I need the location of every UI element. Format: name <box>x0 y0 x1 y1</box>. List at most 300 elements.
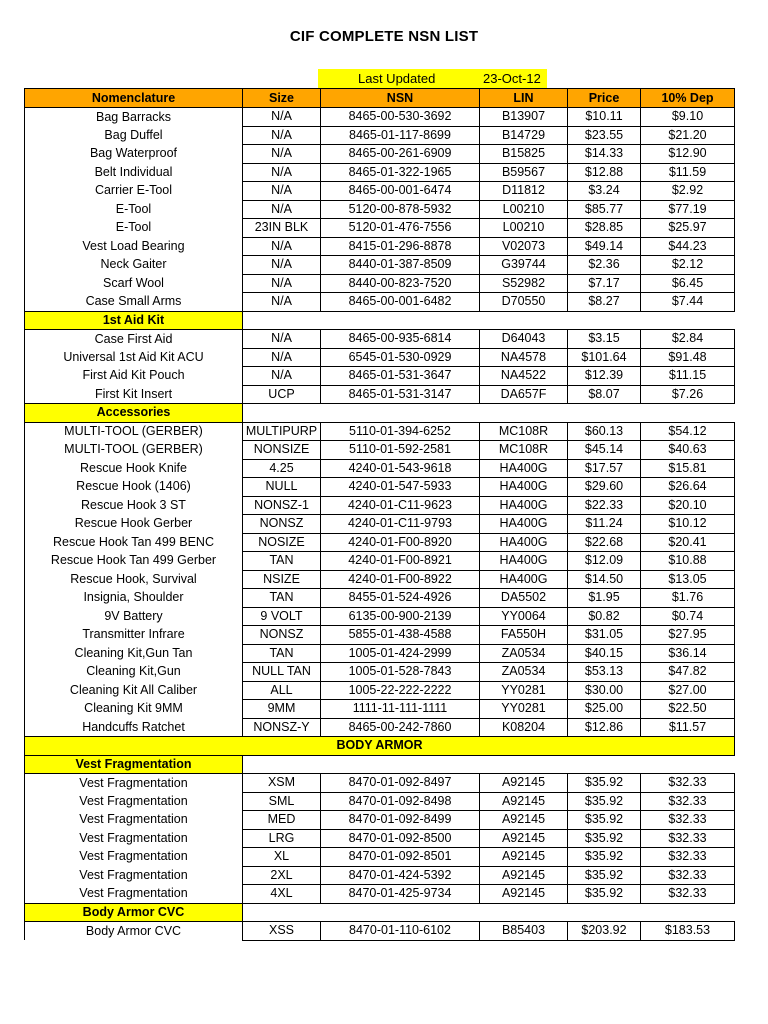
cell-size: N/A <box>243 330 321 349</box>
cell-nsn: 6135-00-900-2139 <box>321 607 480 626</box>
header-lin: LIN <box>480 89 568 108</box>
cell-nsn: 8465-01-322-1965 <box>321 163 480 182</box>
cell-dep: $10.88 <box>641 552 735 571</box>
cell-lin: HA400G <box>480 496 568 515</box>
section-row <box>25 311 735 330</box>
table-row <box>25 293 735 312</box>
cell-lin: A92145 <box>480 811 568 830</box>
cell-size: N/A <box>243 163 321 182</box>
cell-price: $17.57 <box>568 459 641 478</box>
cell-price: $53.13 <box>568 663 641 682</box>
table-row <box>25 459 735 478</box>
last-updated-label: Last Updated <box>358 71 436 86</box>
cell-dep: $183.53 <box>641 922 735 941</box>
cell-size: N/A <box>243 200 321 219</box>
section-blank <box>243 903 735 922</box>
cell-nsn: 8470-01-092-8501 <box>321 848 480 867</box>
cell-nsn: 4240-01-C11-9793 <box>321 515 480 534</box>
cell-price: $85.77 <box>568 200 641 219</box>
cell-lin: DA657F <box>480 385 568 404</box>
cell-nomenclature: Cleaning Kit 9MM <box>25 700 243 719</box>
cell-price: $1.95 <box>568 589 641 608</box>
cell-size: TAN <box>243 644 321 663</box>
cell-size: TAN <box>243 589 321 608</box>
cell-nsn: 4240-01-F00-8920 <box>321 533 480 552</box>
cell-price: $28.85 <box>568 219 641 238</box>
table-row <box>25 718 735 737</box>
cell-nomenclature: Belt Individual <box>25 163 243 182</box>
cell-dep: $21.20 <box>641 126 735 145</box>
cell-size: NULL <box>243 478 321 497</box>
cell-lin: NA4578 <box>480 348 568 367</box>
cell-nsn: 8455-01-524-4926 <box>321 589 480 608</box>
header-dep: 10% Dep <box>641 89 735 108</box>
cell-price: $35.92 <box>568 792 641 811</box>
cell-dep: $13.05 <box>641 570 735 589</box>
table-row <box>25 126 735 145</box>
cell-size: NONSZ <box>243 626 321 645</box>
cell-size: N/A <box>243 126 321 145</box>
cell-price: $31.05 <box>568 626 641 645</box>
table-row <box>25 422 735 441</box>
cell-nomenclature: Rescue Hook, Survival <box>25 570 243 589</box>
last-updated-date: 23-Oct-12 <box>483 71 541 86</box>
cell-price: $3.24 <box>568 182 641 201</box>
cell-nomenclature: Neck Gaiter <box>25 256 243 275</box>
cell-nsn: 8465-00-530-3692 <box>321 108 480 127</box>
table-row <box>25 145 735 164</box>
cell-nomenclature: MULTI-TOOL (GERBER) <box>25 422 243 441</box>
table-row <box>25 163 735 182</box>
cell-dep: $32.33 <box>641 829 735 848</box>
cell-nsn: 8470-01-424-5392 <box>321 866 480 885</box>
cell-dep: $11.57 <box>641 718 735 737</box>
cell-price: $60.13 <box>568 422 641 441</box>
cell-price: $29.60 <box>568 478 641 497</box>
section-row <box>25 755 735 774</box>
cell-nsn: 8470-01-110-6102 <box>321 922 480 941</box>
cell-price: $7.17 <box>568 274 641 293</box>
cell-size: XSM <box>243 774 321 793</box>
cell-nomenclature: Insignia, Shoulder <box>25 589 243 608</box>
cell-nsn: 8465-00-001-6482 <box>321 293 480 312</box>
cell-nsn: 8465-00-242-7860 <box>321 718 480 737</box>
cell-size: N/A <box>243 108 321 127</box>
cell-size: 9 VOLT <box>243 607 321 626</box>
cell-price: $203.92 <box>568 922 641 941</box>
cell-dep: $6.45 <box>641 274 735 293</box>
header-nsn: NSN <box>321 89 480 108</box>
cell-size: N/A <box>243 274 321 293</box>
cell-size: N/A <box>243 145 321 164</box>
cell-nsn: 8470-01-425-9734 <box>321 885 480 904</box>
major-section-row <box>25 737 735 756</box>
cell-nsn: 8465-00-935-6814 <box>321 330 480 349</box>
cell-size: NONSZ <box>243 515 321 534</box>
table-row <box>25 644 735 663</box>
cell-size: SML <box>243 792 321 811</box>
cell-nsn: 8465-01-531-3647 <box>321 367 480 386</box>
cell-nsn: 8470-01-092-8497 <box>321 774 480 793</box>
cell-dep: $20.10 <box>641 496 735 515</box>
table-row <box>25 774 735 793</box>
cell-lin: HA400G <box>480 552 568 571</box>
cell-nomenclature: Cleaning Kit,Gun Tan <box>25 644 243 663</box>
table-row <box>25 182 735 201</box>
cell-lin: HA400G <box>480 459 568 478</box>
cell-size: MULTIPURP <box>243 422 321 441</box>
cell-price: $10.11 <box>568 108 641 127</box>
table-row <box>25 589 735 608</box>
cell-nsn: 5855-01-438-4588 <box>321 626 480 645</box>
cell-nomenclature: Vest Fragmentation <box>25 866 243 885</box>
table-row <box>25 533 735 552</box>
table-row <box>25 515 735 534</box>
cell-size: N/A <box>243 367 321 386</box>
cell-lin: B13907 <box>480 108 568 127</box>
section-row <box>25 404 735 423</box>
cell-lin: HA400G <box>480 478 568 497</box>
cell-dep: $40.63 <box>641 441 735 460</box>
cell-price: $22.68 <box>568 533 641 552</box>
cell-nomenclature: E-Tool <box>25 200 243 219</box>
cell-nsn: 5120-00-878-5932 <box>321 200 480 219</box>
cell-size: N/A <box>243 256 321 275</box>
cell-nomenclature: Rescue Hook (1406) <box>25 478 243 497</box>
cell-nomenclature: Bag Barracks <box>25 108 243 127</box>
cell-lin: YY0064 <box>480 607 568 626</box>
cell-dep: $32.33 <box>641 866 735 885</box>
cell-lin: L00210 <box>480 200 568 219</box>
cell-lin: A92145 <box>480 774 568 793</box>
cell-dep: $20.41 <box>641 533 735 552</box>
cell-lin: B59567 <box>480 163 568 182</box>
cell-nomenclature: Rescue Hook Tan 499 Gerber <box>25 552 243 571</box>
cell-nsn: 8470-01-092-8500 <box>321 829 480 848</box>
table-row <box>25 700 735 719</box>
cell-lin: A92145 <box>480 866 568 885</box>
cell-dep: $54.12 <box>641 422 735 441</box>
cell-price: $30.00 <box>568 681 641 700</box>
cell-size: NONSIZE <box>243 441 321 460</box>
cell-dep: $2.84 <box>641 330 735 349</box>
cell-dep: $47.82 <box>641 663 735 682</box>
cell-dep: $32.33 <box>641 885 735 904</box>
cell-lin: NA4522 <box>480 367 568 386</box>
cell-lin: K08204 <box>480 718 568 737</box>
cell-dep: $11.59 <box>641 163 735 182</box>
cell-nsn: 8465-00-001-6474 <box>321 182 480 201</box>
cell-lin: ZA0534 <box>480 644 568 663</box>
cell-nsn: 5110-01-394-6252 <box>321 422 480 441</box>
cell-price: $35.92 <box>568 774 641 793</box>
cell-size: MED <box>243 811 321 830</box>
cell-nomenclature: Vest Fragmentation <box>25 885 243 904</box>
cell-lin: D70550 <box>480 293 568 312</box>
table-row <box>25 829 735 848</box>
cell-price: $49.14 <box>568 237 641 256</box>
cell-price: $14.50 <box>568 570 641 589</box>
cell-price: $2.36 <box>568 256 641 275</box>
section-blank <box>243 755 735 774</box>
cell-price: $11.24 <box>568 515 641 534</box>
cell-nsn: 5120-01-476-7556 <box>321 219 480 238</box>
cell-dep: $10.12 <box>641 515 735 534</box>
cell-nomenclature: First Kit Insert <box>25 385 243 404</box>
table-row <box>25 348 735 367</box>
cell-nomenclature: Transmitter Infrare <box>25 626 243 645</box>
table-row <box>25 330 735 349</box>
cell-lin: FA550H <box>480 626 568 645</box>
cell-lin: YY0281 <box>480 700 568 719</box>
cell-nsn: 1005-01-528-7843 <box>321 663 480 682</box>
cell-price: $35.92 <box>568 848 641 867</box>
table-row <box>25 200 735 219</box>
cell-nomenclature: Rescue Hook Tan 499 BENC <box>25 533 243 552</box>
cell-lin: HA400G <box>480 570 568 589</box>
table-row <box>25 108 735 127</box>
cell-nsn: 4240-01-F00-8922 <box>321 570 480 589</box>
cell-nsn: 1111-11-111-1111 <box>321 700 480 719</box>
cell-nomenclature: Handcuffs Ratchet <box>25 718 243 737</box>
table-row <box>25 552 735 571</box>
cell-price: $14.33 <box>568 145 641 164</box>
cell-dep: $27.00 <box>641 681 735 700</box>
cell-dep: $9.10 <box>641 108 735 127</box>
cell-size: UCP <box>243 385 321 404</box>
cell-nomenclature: E-Tool <box>25 219 243 238</box>
cell-dep: $26.64 <box>641 478 735 497</box>
cell-size: 4.25 <box>243 459 321 478</box>
cell-nomenclature: Vest Fragmentation <box>25 811 243 830</box>
cell-price: $45.14 <box>568 441 641 460</box>
section-row <box>25 903 735 922</box>
section-blank <box>243 404 735 423</box>
cell-nomenclature: Bag Duffel <box>25 126 243 145</box>
cell-nomenclature: Case First Aid <box>25 330 243 349</box>
cell-dep: $11.15 <box>641 367 735 386</box>
section-blank <box>243 311 735 330</box>
cell-nomenclature: Universal 1st Aid Kit ACU <box>25 348 243 367</box>
cell-nsn: 1005-01-424-2999 <box>321 644 480 663</box>
cell-nsn: 8470-01-092-8498 <box>321 792 480 811</box>
cell-price: $12.39 <box>568 367 641 386</box>
table-row <box>25 496 735 515</box>
cell-nomenclature: Cleaning Kit All Caliber <box>25 681 243 700</box>
cell-lin: G39744 <box>480 256 568 275</box>
cell-nsn: 6545-01-530-0929 <box>321 348 480 367</box>
cell-size: NULL TAN <box>243 663 321 682</box>
cell-lin: HA400G <box>480 515 568 534</box>
cell-nomenclature: Vest Fragmentation <box>25 792 243 811</box>
cell-nomenclature: First Aid Kit Pouch <box>25 367 243 386</box>
cell-price: $35.92 <box>568 811 641 830</box>
cell-size: XL <box>243 848 321 867</box>
cell-nomenclature: Vest Fragmentation <box>25 829 243 848</box>
cell-nomenclature: Carrier E-Tool <box>25 182 243 201</box>
cell-dep: $77.19 <box>641 200 735 219</box>
cell-price: $22.33 <box>568 496 641 515</box>
cell-size: NONSZ-Y <box>243 718 321 737</box>
table-row <box>25 219 735 238</box>
table-row <box>25 848 735 867</box>
table-row <box>25 607 735 626</box>
table-row <box>25 570 735 589</box>
cell-lin: B14729 <box>480 126 568 145</box>
cell-nomenclature: Rescue Hook Knife <box>25 459 243 478</box>
cell-size: XSS <box>243 922 321 941</box>
header-price: Price <box>568 89 641 108</box>
cell-nomenclature: MULTI-TOOL (GERBER) <box>25 441 243 460</box>
cell-dep: $27.95 <box>641 626 735 645</box>
cell-size: NOSIZE <box>243 533 321 552</box>
cell-size: NSIZE <box>243 570 321 589</box>
cell-nomenclature: Vest Fragmentation <box>25 848 243 867</box>
table-row <box>25 256 735 275</box>
cell-size: N/A <box>243 348 321 367</box>
cell-price: $40.15 <box>568 644 641 663</box>
nsn-table <box>24 88 735 941</box>
table-row <box>25 885 735 904</box>
cell-size: 2XL <box>243 866 321 885</box>
cell-dep: $32.33 <box>641 774 735 793</box>
cell-lin: D11812 <box>480 182 568 201</box>
cell-lin: ZA0534 <box>480 663 568 682</box>
table-row <box>25 663 735 682</box>
cell-price: $23.55 <box>568 126 641 145</box>
table-row <box>25 385 735 404</box>
cell-dep: $0.74 <box>641 607 735 626</box>
cell-size: 9MM <box>243 700 321 719</box>
cell-dep: $7.26 <box>641 385 735 404</box>
cell-size: ALL <box>243 681 321 700</box>
section-label: 1st Aid Kit <box>25 311 243 330</box>
cell-dep: $2.92 <box>641 182 735 201</box>
table-row <box>25 792 735 811</box>
cell-dep: $2.12 <box>641 256 735 275</box>
cell-dep: $22.50 <box>641 700 735 719</box>
cell-size: N/A <box>243 182 321 201</box>
cell-dep: $44.23 <box>641 237 735 256</box>
cell-nsn: 8465-01-531-3147 <box>321 385 480 404</box>
section-label: Body Armor CVC <box>25 903 243 922</box>
table-row <box>25 237 735 256</box>
cell-size: N/A <box>243 293 321 312</box>
cell-lin: V02073 <box>480 237 568 256</box>
cell-price: $25.00 <box>568 700 641 719</box>
cell-dep: $91.48 <box>641 348 735 367</box>
table-row <box>25 681 735 700</box>
cell-size: TAN <box>243 552 321 571</box>
cell-dep: $12.90 <box>641 145 735 164</box>
cell-nsn: 1005-22-222-2222 <box>321 681 480 700</box>
cell-price: $101.64 <box>568 348 641 367</box>
cell-nsn: 4240-01-547-5933 <box>321 478 480 497</box>
cell-price: $8.07 <box>568 385 641 404</box>
cell-nomenclature: Vest Fragmentation <box>25 774 243 793</box>
cell-nsn: 8465-01-117-8699 <box>321 126 480 145</box>
cell-nomenclature: Bag Waterproof <box>25 145 243 164</box>
cell-nomenclature: Body Armor CVC <box>25 922 243 941</box>
cell-lin: HA400G <box>480 533 568 552</box>
cell-dep: $15.81 <box>641 459 735 478</box>
cell-nomenclature: Vest Load Bearing <box>25 237 243 256</box>
cell-lin: A92145 <box>480 848 568 867</box>
cell-lin: L00210 <box>480 219 568 238</box>
section-label: Accessories <box>25 404 243 423</box>
table-row <box>25 367 735 386</box>
cell-lin: S52982 <box>480 274 568 293</box>
cell-size: 23IN BLK <box>243 219 321 238</box>
table-row <box>25 922 735 941</box>
cell-nsn: 4240-01-F00-8921 <box>321 552 480 571</box>
cell-lin: MC108R <box>480 422 568 441</box>
header-row <box>25 89 735 108</box>
table-row <box>25 866 735 885</box>
header-size: Size <box>243 89 321 108</box>
cell-nomenclature: Scarf Wool <box>25 274 243 293</box>
major-section-label: BODY ARMOR <box>25 737 735 756</box>
cell-size: 4XL <box>243 885 321 904</box>
last-updated-banner <box>318 69 547 88</box>
header-nomenclature: Nomenclature <box>25 89 243 108</box>
page-title: CIF COMPLETE NSN LIST <box>289 28 479 45</box>
cell-lin: A92145 <box>480 792 568 811</box>
table-row <box>25 274 735 293</box>
cell-dep: $25.97 <box>641 219 735 238</box>
cell-nsn: 4240-01-543-9618 <box>321 459 480 478</box>
cell-nsn: 8440-00-823-7520 <box>321 274 480 293</box>
cell-nomenclature: Cleaning Kit,Gun <box>25 663 243 682</box>
cell-lin: MC108R <box>480 441 568 460</box>
cell-price: $35.92 <box>568 885 641 904</box>
cell-lin: YY0281 <box>480 681 568 700</box>
cell-price: $12.09 <box>568 552 641 571</box>
cell-nomenclature: Rescue Hook 3 ST <box>25 496 243 515</box>
cell-nsn: 8415-01-296-8878 <box>321 237 480 256</box>
cell-price: $35.92 <box>568 866 641 885</box>
table-row <box>25 441 735 460</box>
cell-price: $3.15 <box>568 330 641 349</box>
table-row <box>25 478 735 497</box>
cell-nsn: 5110-01-592-2581 <box>321 441 480 460</box>
cell-price: $35.92 <box>568 829 641 848</box>
table-row <box>25 626 735 645</box>
cell-dep: $1.76 <box>641 589 735 608</box>
cell-dep: $32.33 <box>641 792 735 811</box>
cell-dep: $36.14 <box>641 644 735 663</box>
cell-nsn: 8465-00-261-6909 <box>321 145 480 164</box>
cell-nsn: 4240-01-C11-9623 <box>321 496 480 515</box>
cell-price: $12.86 <box>568 718 641 737</box>
section-label: Vest Fragmentation <box>25 755 243 774</box>
cell-price: $12.88 <box>568 163 641 182</box>
cell-price: $0.82 <box>568 607 641 626</box>
cell-lin: A92145 <box>480 885 568 904</box>
cell-nomenclature: Case Small Arms <box>25 293 243 312</box>
cell-nomenclature: Rescue Hook Gerber <box>25 515 243 534</box>
cell-lin: DA5502 <box>480 589 568 608</box>
table-row <box>25 811 735 830</box>
cell-lin: B85403 <box>480 922 568 941</box>
cell-price: $8.27 <box>568 293 641 312</box>
cell-nomenclature: 9V Battery <box>25 607 243 626</box>
cell-nsn: 8440-01-387-8509 <box>321 256 480 275</box>
cell-lin: B15825 <box>480 145 568 164</box>
cell-size: NONSZ-1 <box>243 496 321 515</box>
cell-lin: A92145 <box>480 829 568 848</box>
cell-nsn: 8470-01-092-8499 <box>321 811 480 830</box>
